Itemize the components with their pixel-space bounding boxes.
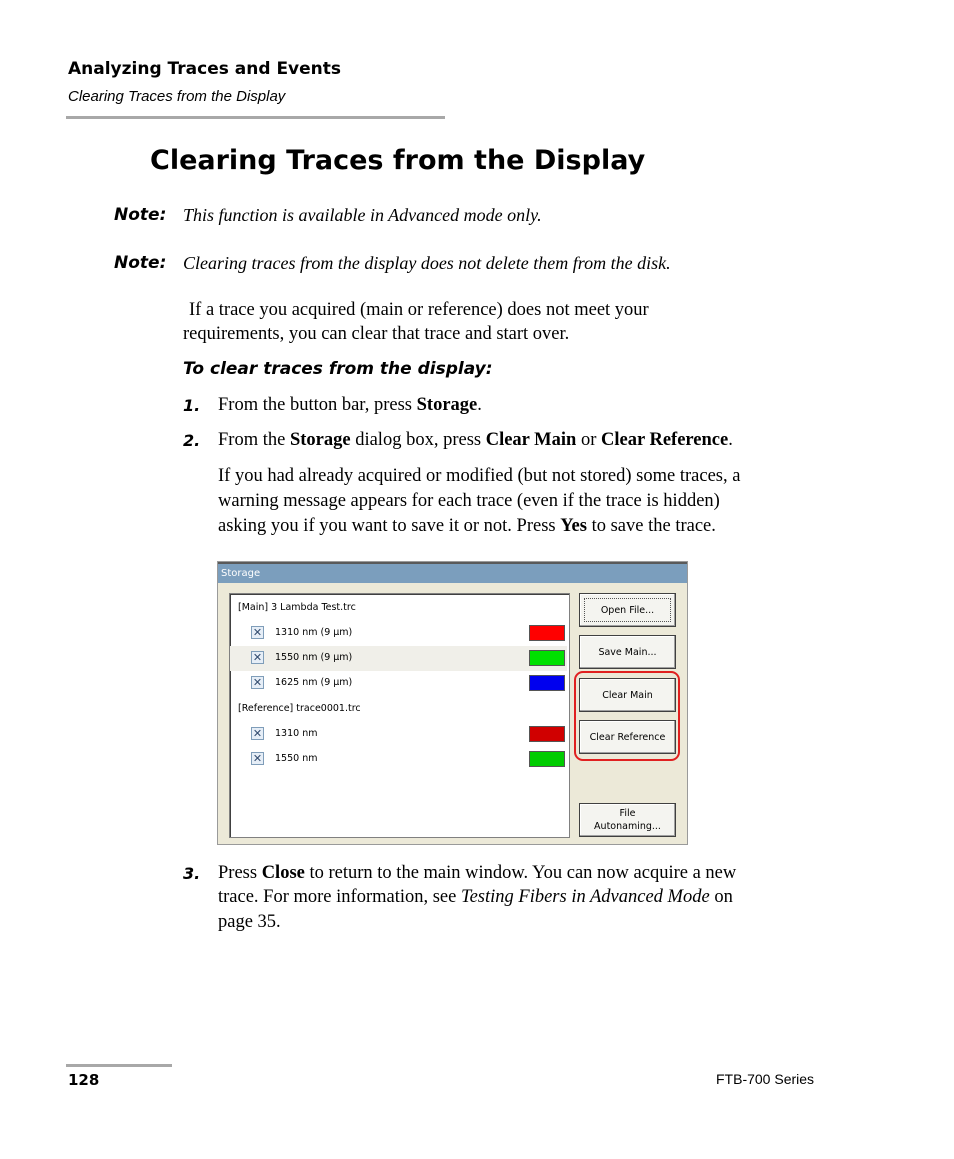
- header-rule: [66, 116, 445, 119]
- trace-color-swatch: [529, 675, 565, 691]
- step-2-paragraph-line: warning message appears for each trace (even if the trace is hidden): [218, 491, 720, 511]
- cross-reference-link[interactable]: Testing Fibers in Advanced Mode: [460, 887, 710, 907]
- list-item[interactable]: [230, 722, 567, 747]
- trace-label: 1625 nm (9 µm): [275, 677, 353, 688]
- trace-color-swatch: [529, 625, 565, 641]
- intro-line: If a trace you acquired (main or reference) does not meet your: [189, 300, 649, 320]
- step-2-paragraph-line: If you had already acquired or modified (but not stored) some traces, a: [218, 466, 741, 486]
- trace-color-swatch: [529, 751, 565, 767]
- trace-label: 1310 nm: [275, 728, 318, 739]
- checkbox-checked-icon[interactable]: ✕: [252, 727, 263, 740]
- note-label: Note:: [114, 253, 167, 273]
- list-item[interactable]: [230, 747, 567, 772]
- step-number: 3.: [183, 864, 201, 883]
- step-3-text: page 35.: [218, 912, 281, 932]
- step-3-text: trace. For more information, see Testing Fibers in Advanced Mode on: [218, 887, 733, 907]
- trace-color-swatch: [529, 726, 565, 742]
- clear-main-button[interactable]: Clear Main: [579, 678, 676, 712]
- step-2-paragraph-line: asking you if you want to save it or not. Press Yes to save the trace.: [218, 516, 716, 536]
- trace-label: 1310 nm (9 µm): [275, 627, 353, 638]
- intro-line: requirements, you can clear that trace and start over.: [183, 324, 570, 344]
- list-item[interactable]: [230, 646, 567, 671]
- reference-trace-group-label: [Reference] trace0001.trc: [238, 703, 361, 714]
- step-2-text: From the Storage dialog box, press Clear Main or Clear Reference.: [218, 430, 733, 450]
- note-text: This function is available in Advanced mode only.: [183, 205, 542, 225]
- file-autonaming-button[interactable]: File Autonaming...: [579, 803, 676, 837]
- footer-rule: [66, 1064, 172, 1067]
- open-file-button[interactable]: Open File...: [579, 593, 676, 627]
- running-header-section: Analyzing Traces and Events: [68, 59, 342, 79]
- trace-color-swatch: [529, 650, 565, 666]
- clear-reference-button[interactable]: Clear Reference: [579, 720, 676, 754]
- procedure-title: To clear traces from the display:: [183, 359, 493, 379]
- page-number: 128: [68, 1071, 100, 1089]
- product-series: FTB-700 Series: [716, 1071, 815, 1087]
- checkbox-checked-icon[interactable]: ✕: [252, 676, 263, 689]
- save-main-button[interactable]: Save Main...: [579, 635, 676, 669]
- trace-list[interactable]: [229, 593, 570, 838]
- checkbox-checked-icon[interactable]: ✕: [252, 752, 263, 765]
- note-label: Note:: [114, 205, 167, 225]
- trace-label: 1550 nm (9 µm): [275, 652, 353, 663]
- page-title: Clearing Traces from the Display: [150, 145, 646, 176]
- list-item[interactable]: [230, 671, 567, 696]
- checkbox-checked-icon[interactable]: ✕: [252, 651, 263, 664]
- main-trace-group-label: [Main] 3 Lambda Test.trc: [238, 602, 356, 613]
- storage-dialog-screenshot: [217, 561, 688, 845]
- step-1-text: From the button bar, press Storage.: [218, 395, 482, 415]
- list-item[interactable]: [230, 621, 567, 646]
- checkbox-checked-icon[interactable]: ✕: [252, 626, 263, 639]
- dialog-title-bar: Storage: [218, 564, 687, 583]
- trace-label: 1550 nm: [275, 753, 318, 764]
- step-3-text: Press Close to return to the main window. You can now acquire a new: [218, 863, 737, 883]
- step-number: 2.: [183, 431, 201, 450]
- running-header-subsection: Clearing Traces from the Display: [68, 88, 286, 105]
- step-number: 1.: [183, 396, 201, 415]
- note-text: Clearing traces from the display does not delete them from the disk.: [183, 253, 671, 273]
- callout-highlight: [574, 671, 680, 761]
